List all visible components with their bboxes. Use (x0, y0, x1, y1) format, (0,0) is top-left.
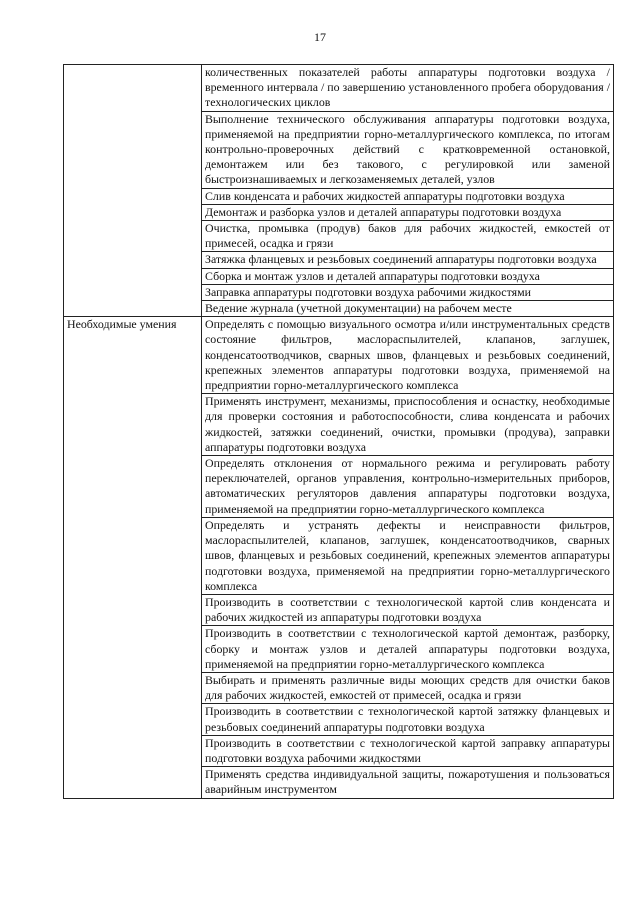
requirement-cell: Слив конденсата и рабочих жидкостей аппаратуры подготовки воздуха (202, 188, 614, 204)
requirement-cell: Демонтаж и разборка узлов и деталей аппаратуры подготовки воздуха (202, 204, 614, 220)
requirement-cell: Определять отклонения от нормального режима и регулировать работу переключателей, органов управления, контрольно-измерительных приборов, автоматических регуляторов давления аппаратуры подготовки воздуха, применяемой на предприятии горно-металлургического комплекса (202, 456, 614, 518)
table-row (64, 317, 614, 394)
section-label (64, 65, 202, 317)
section-label: Необходимые умения (64, 317, 202, 798)
requirement-cell: Производить в соответствии с технологической картой слив конденсата и рабочих жидкостей из аппаратуры подготовки воздуха (202, 594, 614, 625)
requirement-cell: количественных показателей работы аппаратуры подготовки воздуха / временного интервала / по завершению установленного пробега оборудования / технологических циклов (202, 65, 614, 112)
requirement-cell: Определять с помощью визуального осмотра и/или инструментальных средств состояние фильтров, маслораспылителей, клапанов, заглушек, конденсатоотводчиков, сварных швов, фланцевых и резьбовых соединений, крепежных элементов аппаратуры подготовки воздуха, применяемой на предприятии горно-металлургического комплекса (202, 317, 614, 394)
requirement-cell: Применять средства индивидуальной защиты, пожаротушения и пользоваться аварийным инструментом (202, 767, 614, 798)
requirement-cell: Очистка, промывка (продув) баков для рабочих жидкостей, емкостей от примесей, осадка и грязи (202, 221, 614, 252)
requirement-cell: Сборка и монтаж узлов и деталей аппаратуры подготовки воздуха (202, 268, 614, 284)
requirement-cell: Затяжка фланцевых и резьбовых соединений аппаратуры подготовки воздуха (202, 252, 614, 268)
table-row (64, 65, 614, 112)
requirement-cell: Заправка аппаратуры подготовки воздуха рабочими жидкостями (202, 284, 614, 300)
requirement-cell: Производить в соответствии с технологической картой заправку аппаратуры подготовки воздуха рабочими жидкостями (202, 735, 614, 766)
requirement-cell: Применять инструмент, механизмы, приспособления и оснастку, необходимые для проверки состояния и работоспособности, слива конденсата и рабочих жидкостей, затяжки соединений, очистки, промывки (продува), заправки аппаратуры подготовки воздуха (202, 394, 614, 456)
requirement-cell: Выполнение технического обслуживания аппаратуры подготовки воздуха, применяемой на предприятии горно-металлургического комплекса, по итогам контрольно-проверочных действий с кратковременной остановкой, демонтажем или без такового, с регулировкой или заменой быстроизнашиваемых и легкозаменяемых деталей, узлов (202, 111, 614, 188)
requirement-cell: Определять и устранять дефекты и неисправности фильтров, маслораспылителей, клапанов, заглушек, конденсатоотводчиков, сварных швов, фланцевых и резьбовых соединений, крепежных элементов аппаратуры подготовки воздуха, применяемой на предприятии горно-металлургического комплекса (202, 517, 614, 594)
requirement-cell: Ведение журнала (учетной документации) на рабочем месте (202, 301, 614, 317)
requirement-cell: Выбирать и применять различные виды моющих средств для очистки баков для рабочих жидкостей, емкостей от примесей, осадка и грязи (202, 672, 614, 703)
page-number: 17 (314, 30, 326, 44)
requirements-table (63, 64, 614, 799)
requirement-cell: Производить в соответствии с технологической картой демонтаж, разборку, сборку и монтаж узлов и деталей аппаратуры подготовки воздуха, применяемой на предприятии горно-металлургического комплекса (202, 626, 614, 673)
requirement-cell: Производить в соответствии с технологической картой затяжку фланцевых и резьбовых соединений аппаратуры подготовки воздуха (202, 704, 614, 735)
table-body (64, 65, 614, 799)
